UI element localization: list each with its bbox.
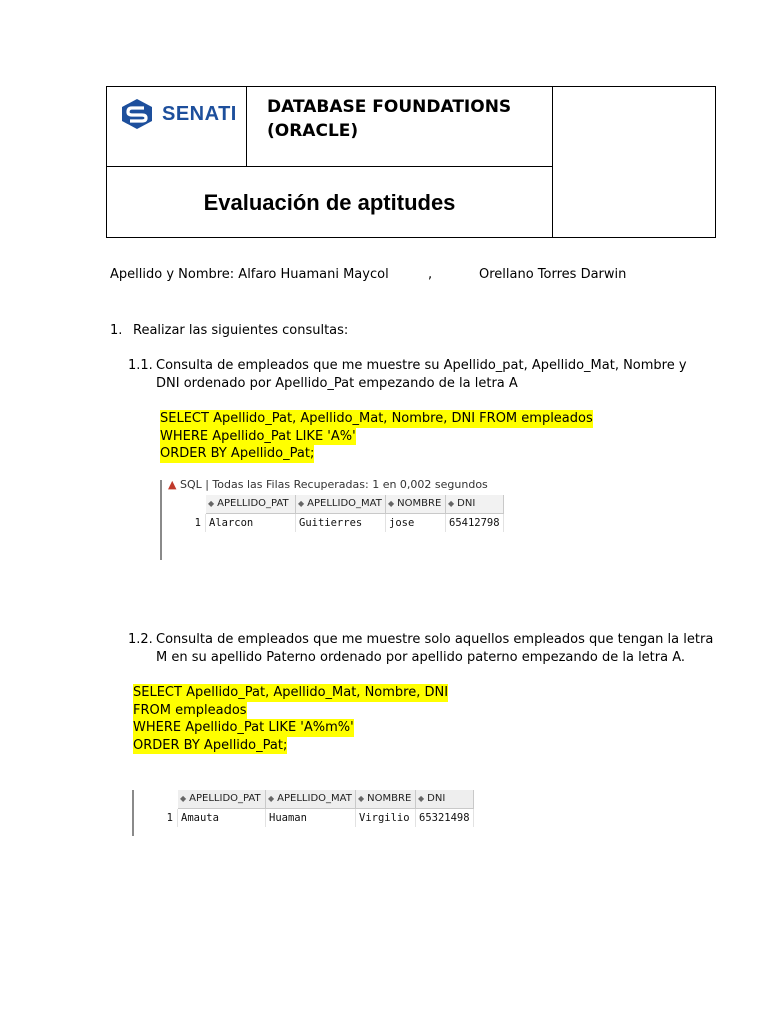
q2-line1: Consulta de empleados que me muestre solo aquellos empleados que tengan la letra xyxy=(156,632,714,647)
q2-sql-code xyxy=(133,684,448,754)
sort-icon: ◆ xyxy=(388,499,395,508)
code-line: SELECT Apellido_Pat, Apellido_Mat, Nombre, DNI FROM empleados xyxy=(160,411,593,426)
student-separator: , xyxy=(428,267,433,282)
q1-line2: DNI ordenado por Apellido_Pat empezando de la letra A xyxy=(156,376,518,391)
section-number: 1. xyxy=(110,323,123,338)
senati-logo-icon xyxy=(120,98,154,130)
sort-icon: ◆ xyxy=(448,499,455,508)
logo-text: SENATI xyxy=(162,102,237,125)
sort-icon: ◆ xyxy=(180,794,187,803)
table-row[interactable] xyxy=(166,514,504,532)
sort-icon: ◆ xyxy=(268,794,275,803)
grid-header-row xyxy=(206,495,504,514)
row-number: 1 xyxy=(138,809,178,827)
section-title: Realizar las siguientes consultas: xyxy=(133,323,349,338)
q2-result-grid xyxy=(132,790,542,838)
grid-left-border xyxy=(132,790,134,836)
q2-line2: M en su apellido Paterno ordenado por apellido paterno empezando de la letra A. xyxy=(156,650,686,665)
code-line: WHERE Apellido_Pat LIKE 'A%' xyxy=(160,428,356,444)
grid-left-border xyxy=(160,480,162,560)
column-header[interactable]: ◆ NOMBRE xyxy=(356,790,416,808)
code-line: SELECT Apellido_Pat, Apellido_Mat, Nombre, DNI xyxy=(133,685,449,700)
sort-icon: ◆ xyxy=(208,499,215,508)
code-line: FROM empleados xyxy=(133,702,247,718)
sort-icon: ◆ xyxy=(418,794,425,803)
column-header[interactable]: ◆ APELLIDO_PAT xyxy=(206,495,296,513)
q1-sql-code xyxy=(160,410,593,463)
course-title-line2: (ORACLE) xyxy=(267,121,359,141)
code-line: WHERE Apellido_Pat LIKE 'A%m%' xyxy=(133,720,354,735)
row-number: 1 xyxy=(166,514,206,532)
sort-icon: ◆ xyxy=(298,499,305,508)
student-name-1: Apellido y Nombre: Alfaro Huamani Maycol xyxy=(110,267,389,282)
column-header[interactable]: ◆ APELLIDO_MAT xyxy=(296,495,386,513)
q1-number: 1.1. xyxy=(128,358,153,373)
q2-number: 1.2. xyxy=(128,632,153,647)
table-cell[interactable]: Guitierres xyxy=(296,514,386,532)
column-header[interactable]: ◆ APELLIDO_MAT xyxy=(266,790,356,808)
student-name-2: Orellano Torres Darwin xyxy=(479,267,627,282)
column-header[interactable]: ◆ DNI xyxy=(446,495,504,513)
header-divider xyxy=(246,86,247,166)
code-line: ORDER BY Apellido_Pat; xyxy=(133,737,288,753)
q1-result-grid xyxy=(160,478,600,562)
grid-toolbar xyxy=(168,478,488,491)
table-cell[interactable]: 65321498 xyxy=(416,809,474,827)
column-header[interactable]: ◆ NOMBRE xyxy=(386,495,446,513)
sort-icon: ◆ xyxy=(358,794,365,803)
table-cell[interactable]: 65412798 xyxy=(446,514,504,532)
senati-logo xyxy=(120,97,240,131)
table-cell[interactable]: Huaman xyxy=(266,809,356,827)
code-line: ORDER BY Apellido_Pat; xyxy=(160,446,315,461)
grid-toolbar-text: SQL | Todas las Filas Recuperadas: 1 en 0,002 segundos xyxy=(179,478,488,491)
q1-line1: Consulta de empleados que me muestre su Apellido_pat, Apellido_Mat, Nombre y xyxy=(156,358,687,373)
table-cell[interactable]: Alarcon xyxy=(206,514,296,532)
table-row[interactable] xyxy=(138,809,474,827)
course-title-line1: DATABASE FOUNDATIONS xyxy=(267,97,512,117)
column-header[interactable]: ◆ DNI xyxy=(416,790,474,808)
table-cell[interactable]: jose xyxy=(386,514,446,532)
header-divider xyxy=(106,166,553,167)
course-title xyxy=(267,95,511,143)
evaluation-title: Evaluación de aptitudes xyxy=(203,190,456,215)
table-cell[interactable]: Virgilio xyxy=(356,809,416,827)
grid-header-row xyxy=(178,790,474,809)
pin-icon[interactable]: ▲ xyxy=(168,478,177,491)
table-cell[interactable]: Amauta xyxy=(178,809,266,827)
column-header[interactable]: ◆ APELLIDO_PAT xyxy=(178,790,266,808)
